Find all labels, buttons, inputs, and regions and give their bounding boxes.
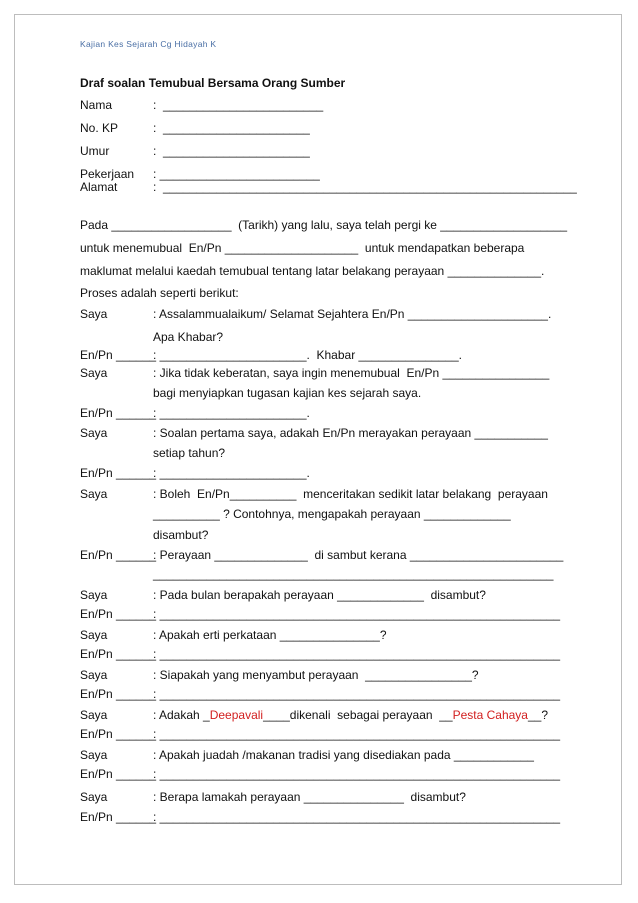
speaker-label: Saya [80,790,108,804]
intro-text: Pada __________________ (Tarikh) yang lalu, saya telah pergi ke ___________________ [80,218,568,232]
speaker-label: En/Pn ______ [80,548,157,562]
speaker-label: En/Pn ______ [80,810,157,824]
field-label: Nama [80,98,113,112]
intro-text: maklumat melalui kaedah temubual tentang latar belakang perayaan ______________. [80,264,545,278]
dialogue-text: : ____________________________________________________________ [153,727,561,741]
speaker-label: Saya [80,307,108,321]
dialogue-text: : Perayaan ______________ di sambut kerana _______________________ [153,548,564,562]
field-label: Alamat [80,180,118,194]
dialogue-text: disambut? [153,528,209,542]
speaker-label: Saya [80,487,108,501]
dialogue-text: ____________________________________________________________ [153,567,554,581]
dialogue-text-part: : Adakah _ [153,708,210,722]
speaker-label: En/Pn ______ [80,466,157,480]
dialogue-text: : Boleh En/Pn__________ menceritakan sedikit latar belakang perayaan [153,487,548,501]
dialogue-text: : Soalan pertama saya, adakah En/Pn merayakan perayaan ___________ [153,426,548,440]
dialogue-text: : ____________________________________________________________ [153,607,561,621]
field-value: : ______________________________________________________________ [153,180,577,194]
dialogue-text-rich [153,708,548,722]
speaker-label: En/Pn ______ [80,727,157,741]
dialogue-text: : ____________________________________________________________ [153,687,561,701]
speaker-label: Saya [80,668,108,682]
dialogue-text: : ______________________. [153,406,310,420]
dialogue-line [80,810,570,852]
dialogue-text: : ______________________. [153,466,310,480]
speaker-label: En/Pn ______ [80,406,157,420]
dialogue-text: : ____________________________________________________________ [153,810,561,824]
speaker-label: Saya [80,748,108,762]
dialogue-text: Apa Khabar? [153,330,224,344]
speaker-label: En/Pn ______ [80,687,157,701]
speaker-label: Saya [80,708,108,722]
field-value: : ______________________ [153,121,310,135]
dialogue-text: : Siapakah yang menyambut perayaan ________________? [153,668,479,682]
dialogue-text: __________ ? Contohnya, mengapakah perayaan _____________ [153,507,511,521]
field-label: No. KP [80,121,119,135]
answer-pesta-cahaya: Pesta Cahaya [452,708,528,722]
document-title: Draf soalan Temubual Bersama Orang Sumber [80,76,346,90]
dialogue-text-part: __? [527,708,548,722]
speaker-label: Saya [80,426,108,440]
dialogue-text: : Assalammualaikum/ Selamat Sejahtera En/Pn _____________________. [153,307,552,321]
speaker-label: Saya [80,628,108,642]
intro-text: Proses adalah seperti berikut: [80,286,239,300]
field-value: : ________________________ [153,98,324,112]
dialogue-text: : ____________________________________________________________ [153,767,561,781]
field-label: Umur [80,144,110,158]
dialogue-text: setiap tahun? [153,446,226,460]
speaker-label: En/Pn ______ [80,607,157,621]
dialogue-text: bagi menyiapkan tugasan kajian kes sejarah saya. [153,386,422,400]
field-value: : ______________________ [153,144,310,158]
page-header: Kajian Kes Sejarah Cg Hidayah K [80,39,217,49]
dialogue-text: : Berapa lamakah perayaan _______________ disambut? [153,790,466,804]
field-value: : ________________________ [153,167,320,181]
speaker-label: Saya [80,366,108,380]
dialogue-text-part: ____dikenali sebagai perayaan __ [263,708,453,722]
speaker-label: Saya [80,588,108,602]
intro-text: untuk menemubual En/Pn ____________________ untuk mendapatkan beberapa [80,241,525,255]
dialogue-text: : Jika tidak keberatan, saya ingin menemubual En/Pn ________________ [153,366,550,380]
speaker-label: En/Pn ______ [80,767,157,781]
dialogue-text: : ____________________________________________________________ [153,647,561,661]
speaker-label: En/Pn ______ [80,647,157,661]
field-label: Pekerjaan [80,167,135,181]
dialogue-text: : Apakah erti perkataan _______________? [153,628,387,642]
field-row-alamat [80,180,577,222]
dialogue-text: : Pada bulan berapakah perayaan _____________ disambut? [153,588,486,602]
dialogue-text: : Apakah juadah /makanan tradisi yang disediakan pada ____________ [153,748,534,762]
dialogue-text: : ______________________. Khabar _______________. [153,348,462,362]
speaker-label: En/Pn ______ [80,348,157,362]
answer-deepavali: Deepavali [209,708,264,722]
